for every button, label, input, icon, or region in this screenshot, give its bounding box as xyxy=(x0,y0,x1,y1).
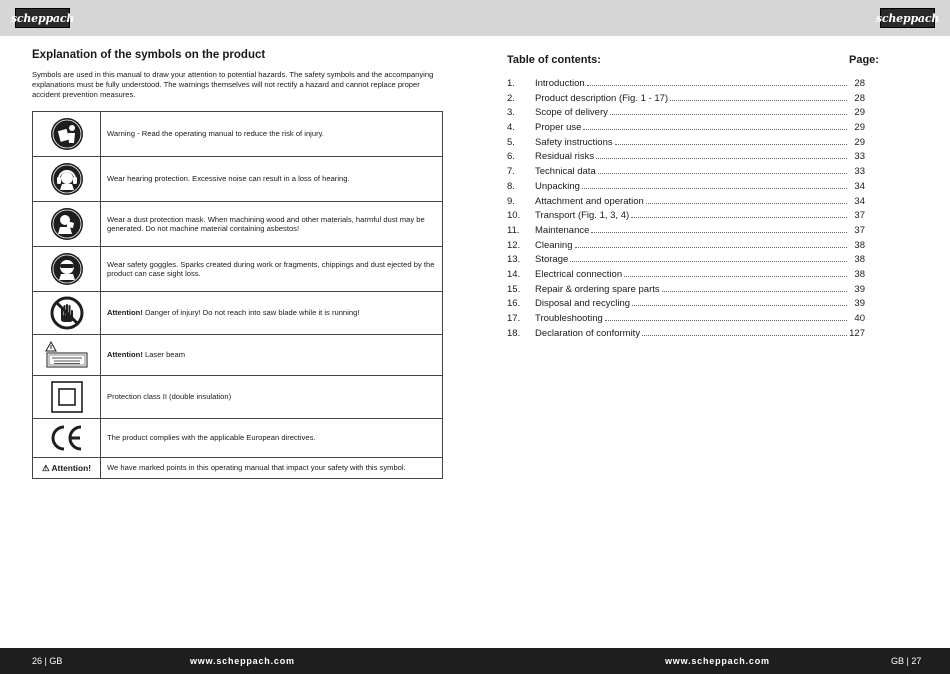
table-row xyxy=(33,335,443,376)
toc-entry[interactable]: 17. Troubleshooting 40 xyxy=(507,313,865,324)
table-row xyxy=(33,419,443,458)
table-row xyxy=(33,112,443,157)
website-link-right[interactable]: www.scheppach.com xyxy=(665,656,770,666)
header-bar xyxy=(0,0,950,36)
symbol-desc: Wear hearing protection. Excessive noise can result in a loss of hearing. xyxy=(107,174,350,184)
symbol-desc: The product complies with the applicable European directives. xyxy=(107,433,316,443)
brand-logo-right: scheppach xyxy=(880,8,935,28)
read-manual-icon xyxy=(50,117,84,151)
symbol-desc: Laser beam xyxy=(142,350,186,360)
toc-list xyxy=(507,78,865,342)
dust-mask-icon xyxy=(50,207,84,241)
brand-logo-left: scheppach xyxy=(15,8,70,28)
toc-entry[interactable]: 14. Electrical connection 38 xyxy=(507,268,865,280)
table-row xyxy=(33,292,443,335)
laser-warning-icon xyxy=(45,340,89,370)
toc-entry[interactable]: 1. Introduction 28 xyxy=(507,78,865,89)
attention-symbol: ⚠ Attention! xyxy=(33,458,101,479)
attention-label: Attention! xyxy=(107,350,143,360)
toc-entry[interactable]: 5. Safety instructions 29 xyxy=(507,136,865,148)
protection-class-ii-icon xyxy=(50,380,84,414)
toc-entry[interactable]: 2. Product description (Fig. 1 - 17) 28 xyxy=(507,92,865,104)
toc-entry[interactable]: 12. Cleaning 38 xyxy=(507,239,865,251)
table-row xyxy=(33,157,443,202)
symbol-desc: Warning - Read the operating manual to reduce the risk of injury. xyxy=(107,129,324,139)
toc-entry[interactable]: 8. Unpacking 34 xyxy=(507,180,865,192)
ce-mark-icon xyxy=(49,424,85,452)
no-hands-icon xyxy=(50,296,84,330)
page-number-left: 26 | GB xyxy=(32,656,63,666)
toc-entry[interactable]: 16. Disposal and recycling 39 xyxy=(507,298,865,310)
symbols-table xyxy=(32,111,443,479)
symbol-desc: We have marked points in this operating manual that impact your safety with this symbol. xyxy=(107,463,406,473)
toc-entry[interactable]: 3. Scope of delivery 29 xyxy=(507,107,865,119)
website-link-left[interactable]: www.scheppach.com xyxy=(190,656,295,666)
symbol-desc: Wear safety goggles. Sparks created during work or fragments, chippings and dust ejected by the product can case sight loss. xyxy=(107,259,435,278)
symbol-desc: Protection class II (double insulation) xyxy=(107,392,232,402)
toc-entry[interactable]: 7. Technical data 33 xyxy=(507,166,865,178)
toc-entry[interactable]: 18. Declaration of conformity 127 xyxy=(507,327,865,339)
toc-entry[interactable]: 15. Repair & ordering spare parts 39 xyxy=(507,283,865,295)
toc-heading: Table of contents: xyxy=(507,54,601,66)
toc-entry[interactable]: 11. Maintenance 37 xyxy=(507,224,865,236)
symbol-desc: Danger of injury! Do not reach into saw blade while it is running! xyxy=(142,308,360,318)
table-row xyxy=(33,376,443,419)
safety-goggles-icon xyxy=(50,252,84,286)
table-row xyxy=(33,458,443,479)
toc-entry[interactable]: 10. Transport (Fig. 1, 3, 4) 37 xyxy=(507,210,865,222)
symbols-intro: Symbols are used in this manual to draw your attention to potential hazards. The safety symbols and the accompanying explanations must be fully understood. The warnings themselves will not rectify a hazard and cannot replace proper accident prevention measures. xyxy=(32,70,434,99)
toc-entry[interactable]: 9. Attachment and operation 34 xyxy=(507,195,865,207)
attention-label: Attention! xyxy=(107,308,143,318)
toc-entry[interactable]: 4. Proper use 29 xyxy=(507,122,865,134)
toc-page-heading: Page: xyxy=(849,54,879,66)
symbol-desc: Wear a dust protection mask. When machining wood and other materials, harmful dust may be generated. Do not machine material containing asbestos! xyxy=(107,214,425,233)
toc-entry[interactable]: 6. Residual risks 33 xyxy=(507,151,865,163)
table-row xyxy=(33,247,443,292)
symbols-heading: Explanation of the symbols on the product xyxy=(32,49,266,61)
footer-bar xyxy=(0,648,950,674)
hearing-protection-icon xyxy=(50,162,84,196)
table-row xyxy=(33,202,443,247)
page-number-right: GB | 27 xyxy=(891,656,922,666)
toc-entry[interactable]: 13. Storage 38 xyxy=(507,254,865,266)
